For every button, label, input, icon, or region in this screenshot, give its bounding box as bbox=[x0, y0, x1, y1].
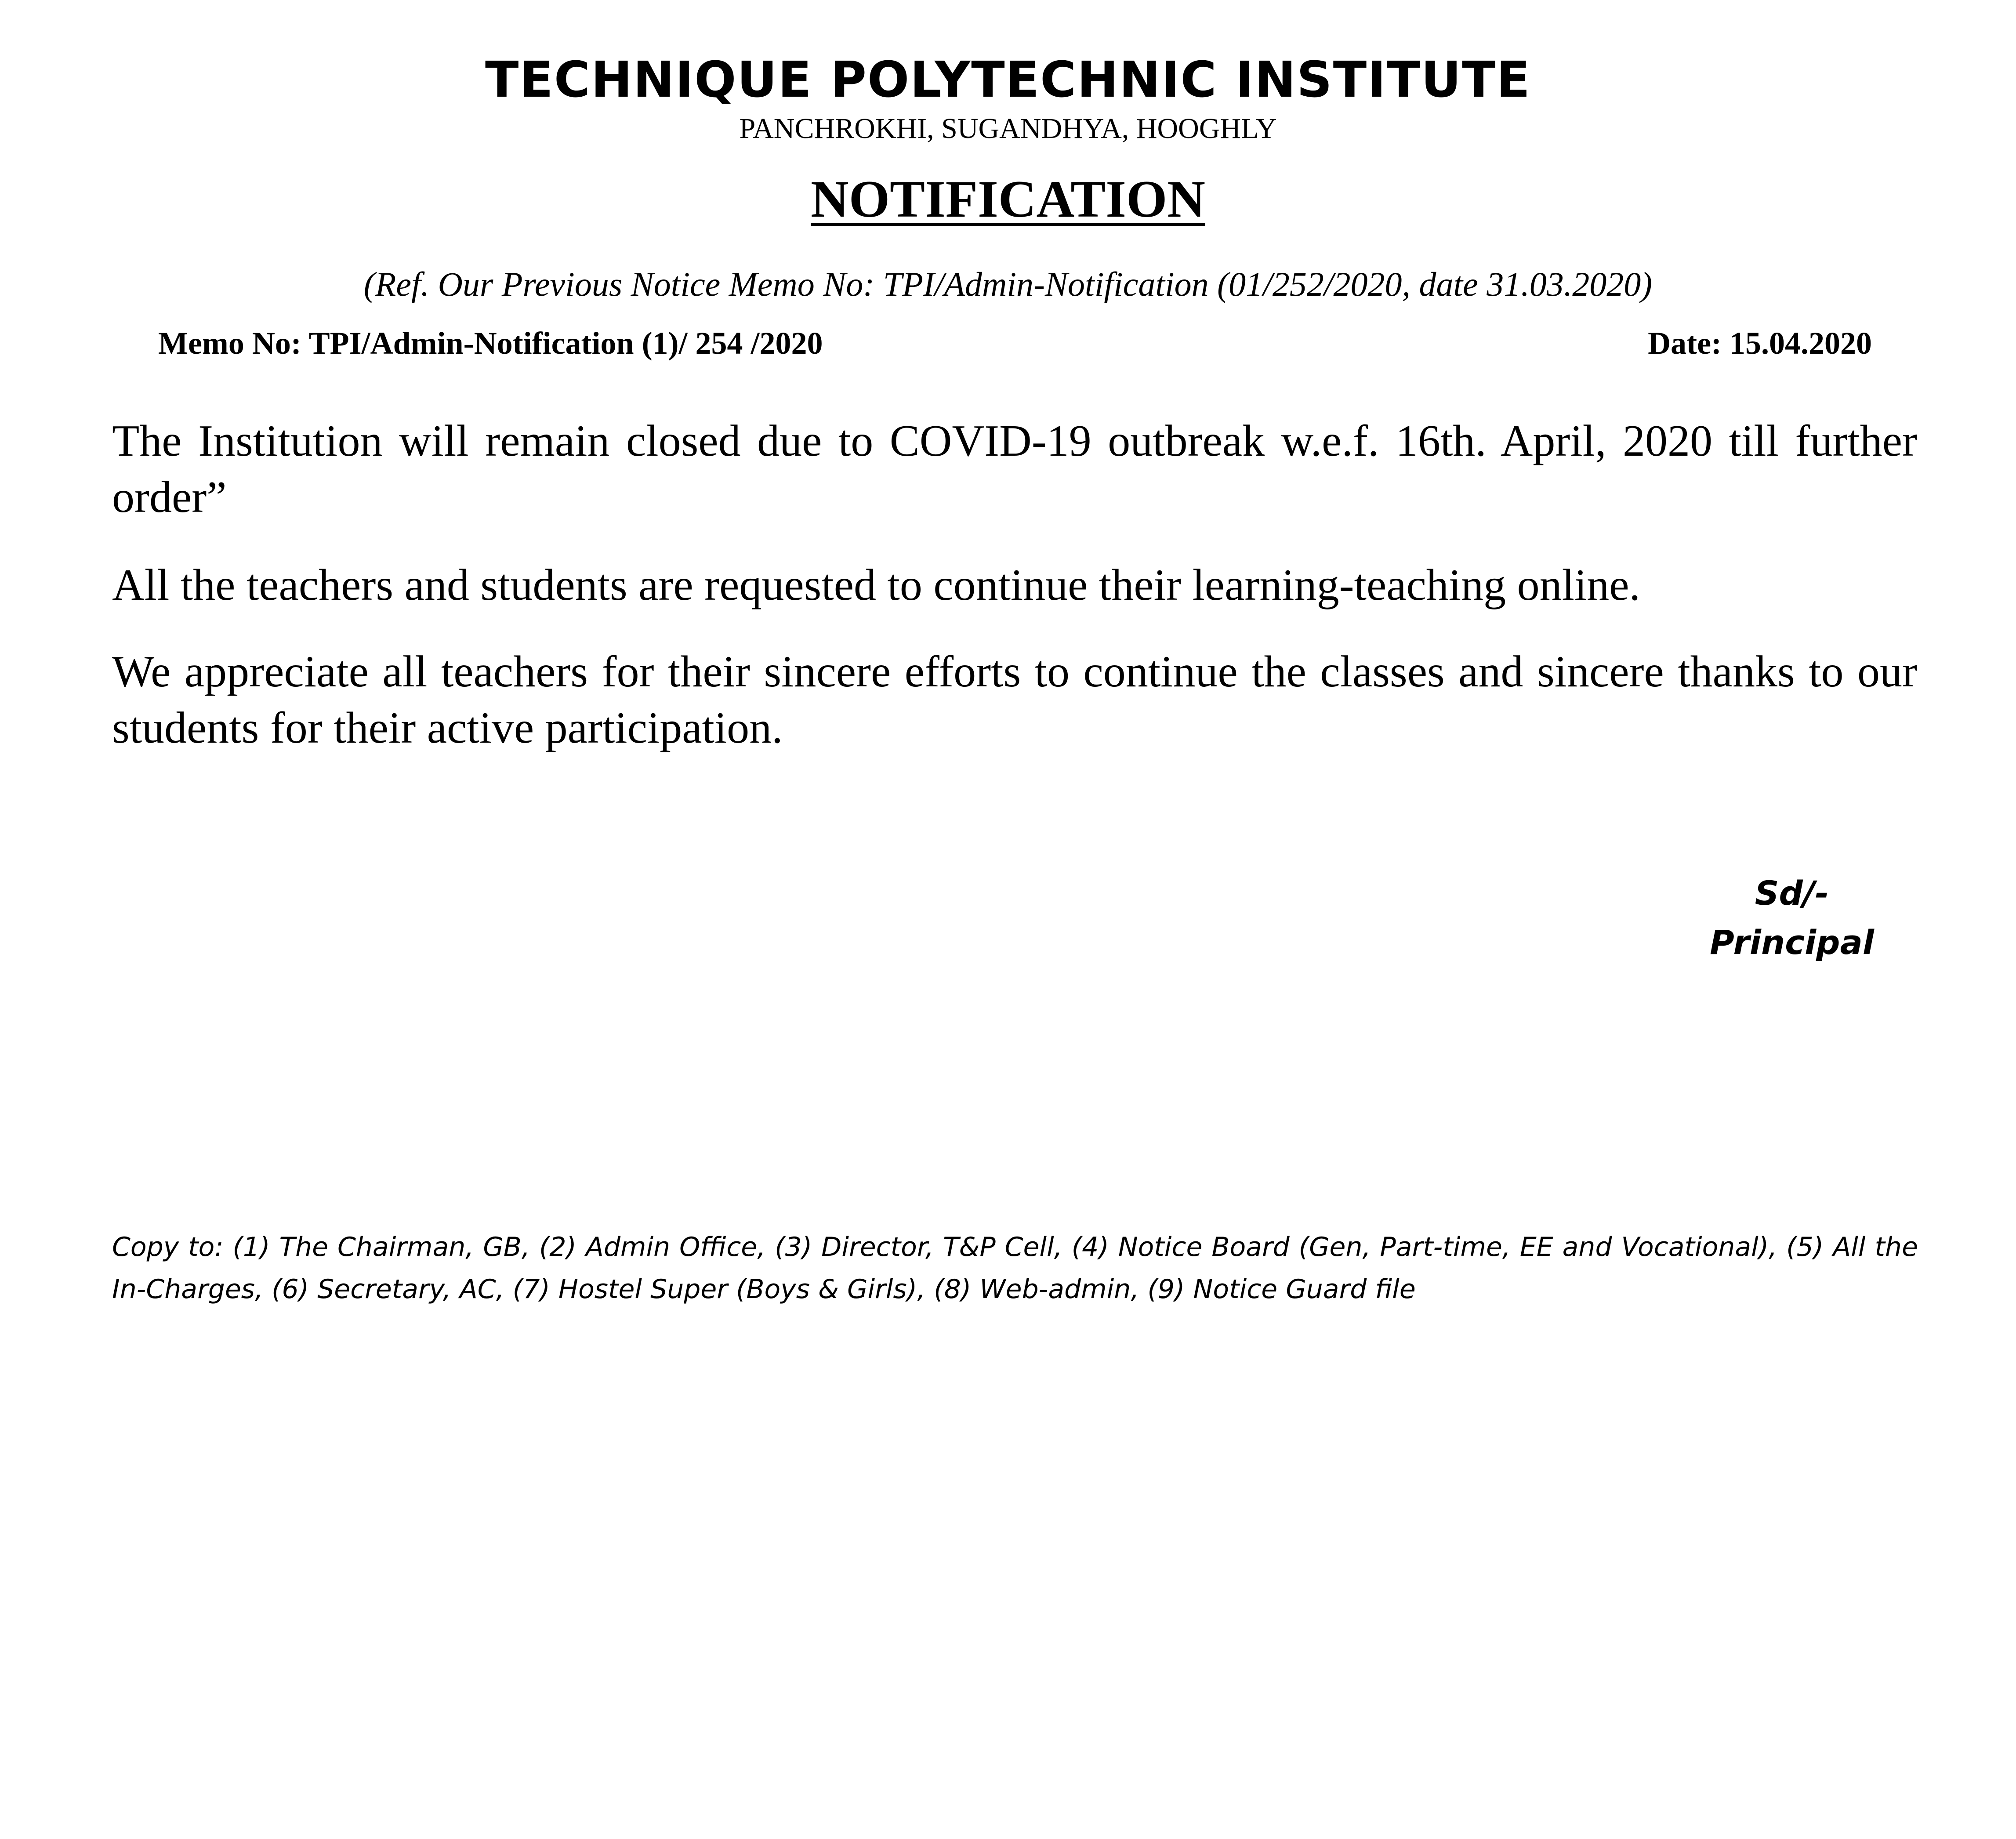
body-paragraph-appreciation: We appreciate all teachers for their sincere efforts to continue the classes and sincere thanks to our students for their active participation. bbox=[112, 647, 1917, 753]
body-paragraph-closure: The Institution will remain closed due to COVID-19 outbreak w.e.f. 16th. April, 2020 till further order” bbox=[112, 416, 1917, 522]
signature-sd: Sd/- bbox=[1755, 874, 1829, 913]
institute-name: TECHNIQUE POLYTECHNIC INSTITUTE bbox=[485, 51, 1531, 109]
body-paragraph-online-learning: All the teachers and students are requested to continue their learning-teaching online. bbox=[112, 560, 1641, 610]
signature-designation: Principal bbox=[1710, 923, 1874, 962]
memo-date: Date: 15.04.2020 bbox=[1648, 326, 1872, 361]
copy-to-list: Copy to: (1) The Chairman, GB, (2) Admin Office, (3) Director, T&P Cell, (4) Notice Board (Gen, Part-time, EE and Vocational), (5) All the In-Charges, (6) Secretary, AC, (7) Hostel Super (Boys & Girls), (8) Web-admin, (9) Notice Guard file bbox=[112, 1232, 1918, 1305]
institute-address: PANCHROKHI, SUGANDHYA, HOOGHLY bbox=[739, 112, 1277, 145]
memo-number: Memo No: TPI/Admin-Notification (1)/ 254 /2020 bbox=[158, 326, 823, 361]
reference-line: (Ref. Our Previous Notice Memo No: TPI/Admin-Notification (01/252/2020, date 31.03.2020) bbox=[363, 265, 1653, 303]
document-title: NOTIFICATION bbox=[811, 170, 1205, 228]
